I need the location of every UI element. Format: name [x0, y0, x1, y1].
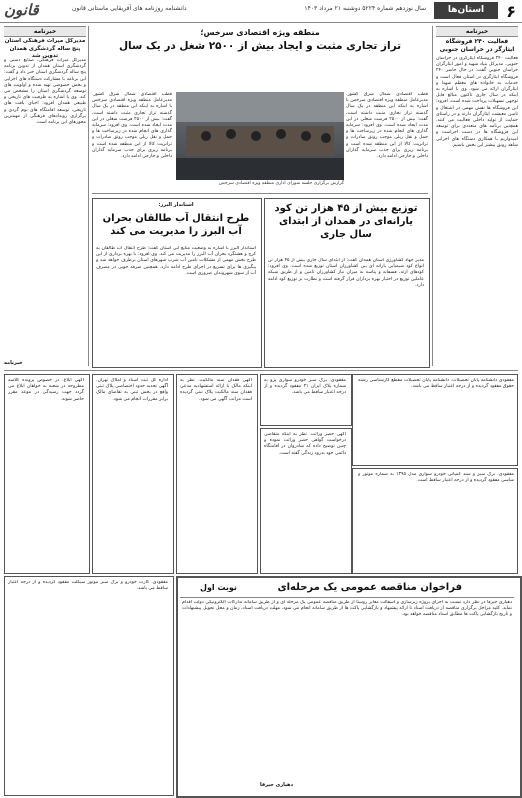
lead-kicker: منطقه ویژه اقتصادی سرخس؛: [200, 28, 320, 37]
notice-text: مفقودی. کارت خودرو و برگ سبز موتور سیکلت مفقود گردیده و از درجه اعتبار ساقط می باشد.: [8, 580, 168, 592]
alborz-body: استاندار البرز با اشاره به وضعیت منابع آبی استان گفت: طرح انتقال آب طالقان به کرج و هشتگرد بحران آب البرز را مدیریت می کند. وی افزود: با بهره برداری از این طرح بخش مهمی از مشکلات تامین آب شرب شهرهای استان برطرف خواهد شد و پیگیری ها برای تسریع در اجرای طرح ادامه دارد. همچنین صرفه جویی در مصرف آب از سوی شهروندان ضروری است.: [96, 246, 256, 276]
notice-text: مفقودی. برگ سبز خودرو سواری پژو به شماره پلاک ایران ۲۱ مفقود گردیده و از درجه اعتبار ساقط می باشد.: [264, 378, 346, 396]
left-column-footer: خبرنامه: [4, 360, 23, 366]
tender-rule: [180, 597, 514, 598]
left-column-header: خبرنامه: [4, 26, 86, 37]
right-column-header: خبرنامه: [436, 26, 518, 37]
issue-line: سال نوزدهم شماره ۵۲۲۴ دوشنبه ۲۱ مرداد ۱۴۰۳: [304, 5, 426, 12]
section-rule: [4, 370, 518, 371]
tender-signature: دهیاری جیرفا: [260, 782, 294, 788]
section-tab: استان‌ها: [434, 2, 498, 19]
tender-subtitle: نوبت اول: [200, 583, 237, 592]
tender-title: فراخوان مناقصه عمومی یک مرحله‌ای: [277, 582, 462, 593]
tagline: دانشنامه روزنامه های آفریقایی ماستانی قانون: [72, 5, 187, 12]
column-rule: [432, 26, 433, 366]
newspaper-logo: قانون: [4, 1, 39, 19]
notice-text: مفقودی دانشنامه پایان تحصیلات. دانشنامه پایان تحصیلات مقطع کارشناسی رشته حقوق مفقود گردیده و از درجه اعتبار ساقط می باشد.: [358, 378, 514, 390]
hamedan-headline: توزیع بیش از ۴۵ هزار تن کود یارانه‌ای در همدان از ابتدای سال جاری: [274, 203, 418, 240]
column-rule: [88, 26, 89, 366]
right-column-title: فعالیت ۲۴۰ فروشگاه ایثارگر در خراسان جنوبی: [439, 38, 515, 53]
left-column-body: مدیرکل میراث فرهنگی، صنایع دستی و گردشگری استان همدان از تدوین برنامه پنج ساله گردشگری استان خبر داد و گفت: این برنامه با مشارکت دستگاه های اجرایی و بخش خصوصی تهیه شده و اولویت های توسعه گردشگری استان را مشخص می کند. وی با اشاره به ظرفیت های تاریخی و طبیعی همدان افزود: احیای بافت های تاریخی، توسعه اقامتگاه های بوم گردی و برگزاری رویدادهای فرهنگی از مهمترین محورهای این برنامه است.: [4, 58, 86, 126]
alborz-kicker: استاندار البرز:: [158, 202, 194, 208]
notice-text: اداره کل ثبت اسناد و املاک تهران. آگهی تحدید حدود اختصاصی پلاک ثبتی واقع در بخش ثبتی به تقاضای مالک برابر مقررات انجام می شود.: [96, 378, 168, 402]
lead-headline: تراز تجاری مثبت و ایجاد بیش از ۲۵۰۰ شغل در یک سال: [118, 40, 402, 52]
notice-text: آگهی ابلاغ. در خصوص پرونده کلاسه مطروحه در شعبه به خواهان ابلاغ می گردد جهت رسیدگی در موعد مقرر حاضر شوند.: [8, 378, 84, 402]
right-column-body: فعالیت ۲۴۰ فروشگاه ایثارگری در خراسان جنوبی. مدیرکل بنیاد شهید و امور ایثارگران خراسان جنوبی گفت: در حال حاضر ۲۴۰ فروشگاه ایثارگری در استان فعال است و خدمات به خانواده های معظم شهدا و ایثارگران ارائه می شود. وی با اشاره به اینکه در سال جاری تاکنون مبالغ قابل توجهی تسهیلات پرداخت شده است، افزود: این فروشگاه ها نقش مهمی در اشتغال و تامین معیشت ایثارگران دارند و در راستای حمایت از تولید داخلی فعالیت می کنند. همچنین برنامه های متعددی برای توسعه این فروشگاه ها در دست اجراست و امیدواریم با همکاری دستگاه های اجرایی شاهد رونق بیشتر این بخش باشیم.: [436, 56, 518, 148]
left-column-title: مدیرکل میراث فرهنگی استان پنج ساله گردشگری همدان تدوین شد: [4, 38, 86, 59]
tender-body: دهیاری جیرفا در نظر دارد نسبت به اجرای پروژه زیرسازی و آسفالت معابر روستا از طریق مناقصه عمومی یک مرحله ای و از طریق سامانه تدارکات الکترونیکی دولت اقدام نماید. کلیه مراحل برگزاری مناقصه از دریافت اسناد تا ارائه پیشنهاد و بازگشایی پاکت ها از طریق سامانه انجام می شود. مهلت دریافت اسناد، زمان و محل تحویل پیشنهادات و تاریخ بازگشایی پاکت ها مطابق اسناد مناقصه خواهد بود.: [182, 600, 512, 618]
lead-body-left: قطب اقتصادی شمال شرق کشور. مدیرعامل منطقه ویژه اقتصادی سرخس با اشاره به اینکه این منطقه در یک سال گذشته تراز تجاری مثبت داشته است، گفت: بیش از ۲۵۰۰ فرصت شغلی در این مدت ایجاد شده است. وی افزود: سرمایه گذاری های انجام شده در زیرساخت ها و حمل و نقل ریلی موجب رونق صادرات و ترانزیت کالا از این منطقه شده است و برنامه ریزی برای جذب سرمایه گذاران داخلی و خارجی ادامه دارد.: [92, 92, 172, 160]
hamedan-body: مدیر جهاد کشاورزی استان همدان گفت: از ابتدای سال جاری بیش از ۴۵ هزار تن انواع کود شیمیایی یارانه ای بین کشاورزان استان توزیع شده است. وی افزود: کودهای ازته، فسفاته و پتاسه به میزان نیاز کشاورزان تامین و از طریق شبکه عاملین توزیع در اختیار بهره برداران قرار گرفته است و نظارت بر توزیع کود ادامه دارد.: [268, 258, 424, 288]
masthead: [0, 0, 522, 23]
lead-body-right: قطب اقتصادی شمال شرق کشور. مدیرعامل منطقه ویژه اقتصادی سرخس با اشاره به اینکه این منطقه در یک سال گذشته تراز تجاری مثبت داشته است، گفت: بیش از ۲۵۰۰ فرصت شغلی در این مدت ایجاد شده است. وی افزود: سرمایه گذاری های انجام شده در زیرساخت ها و حمل و نقل ریلی موجب رونق صادرات و ترانزیت کالا از این منطقه شده است و برنامه ریزی برای جذب سرمایه گذاران داخلی و خارجی ادامه دارد.: [346, 92, 428, 160]
notice-text: مفقودی. برگ سبز و سند کمپانی خودرو سواری مدل ۱۳۹۵ به شماره موتور و شاسی مفقود گردیده و از درجه اعتبار ساقط است.: [358, 472, 514, 484]
alborz-headline: طرح انتقال آب طالقان بحران آب البرز را مدیریت می کند: [102, 213, 250, 237]
lead-photo-caption: گزارش برگزاری جلسه شورای اداری منطقه ویژه اقتصادی سرخس: [219, 181, 344, 186]
page-number: ۶: [506, 2, 516, 21]
notice-text: آگهی فقدان سند مالکیت. نظر به اینکه مالک با ارائه استشهادیه مدعی فقدان سند مالکیت پلاک ثبتی گردیده است مراتب آگهی می شود.: [180, 378, 252, 402]
lead-photo: [176, 92, 344, 180]
notice-text: آگهی حصر وراثت. نظر به اینکه متقاضی درخواست گواهی حصر وراثت نموده و چنین توضیح داده که شادروان در اقامتگاه دائمی خود بدرود زندگی گفته است.: [264, 432, 346, 456]
section-rule: [92, 193, 428, 194]
meeting-photo-image: [176, 92, 344, 180]
